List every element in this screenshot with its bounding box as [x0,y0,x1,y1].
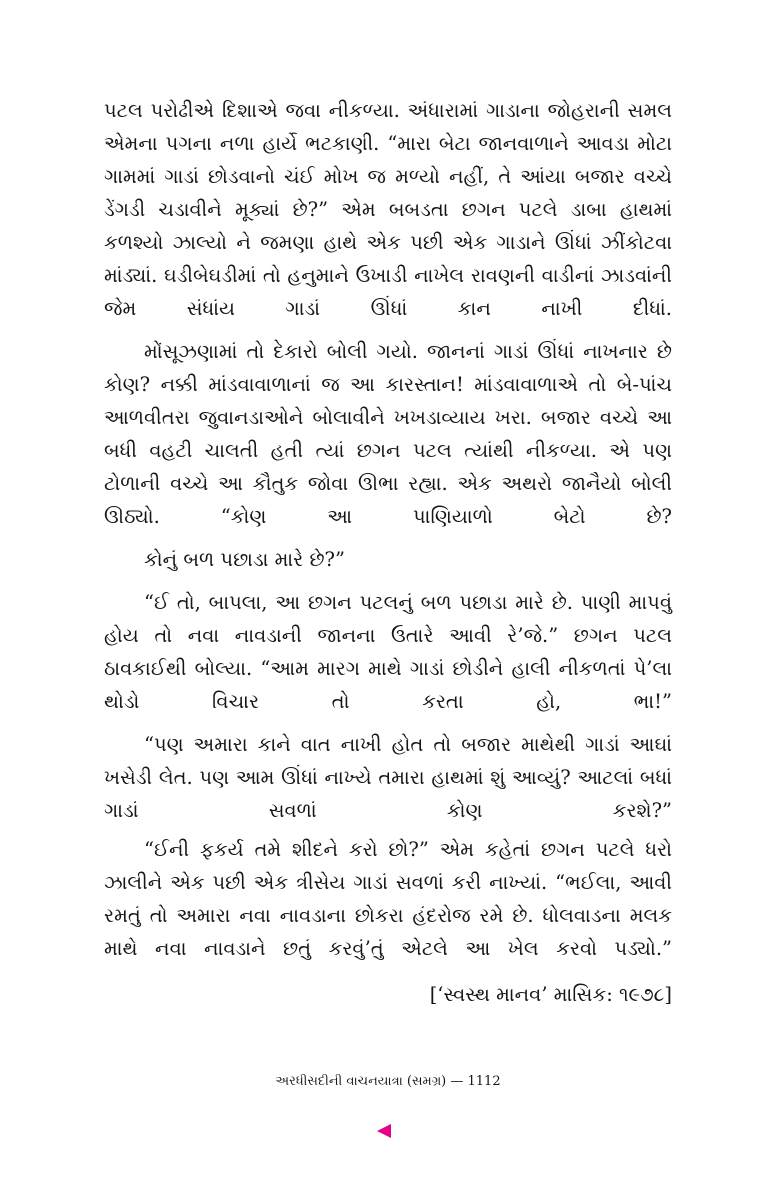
paragraph-1: પટલ પરોઢીએ દિશાએ જવા નીકળ્યા. અંધારામાં ગાડાના જોહરાની સમલ એમના પગના નળા હાર્યે ભટકાણી. “મારા બેટા જાનવાળાને આવડા મોટા ગામમાં ગાડાં છોડવાનો ચંઈ મોખ જ મળ્યો નહીં, તે આંયા બજાર વચ્ચે ડેંગડી ચડાવીને મૂક્યાં છે?” એમ બબડતા છગન પટલે ડાબા હાથમાં કળશ્યો ઝાલ્યો ને જમણા હાથે એક પછી એક ગાડાને ઊંધાં ઝીંકોટવા માંડ્યાં. ઘડીબેઘડીમાં તો હનુમાને ઉખાડી નાખેલ રાવણની વાડીનાં ઝાડવાંની જેમ સંધાંય ગાડાં ઊંધાં કાન નાખી દીધાં. [104,99,672,320]
paragraph-3: કોનું બળ પછાડા મારે છે?” [144,548,345,571]
previous-page-arrow-icon[interactable] [377,1124,391,1138]
paragraph-6: “ઈની ફકર્ય તમે શીદને કરો છો?” એમ કહેતાં છગન પટલે ધરો ઝાલીને એક પછી એક ત્રીસેય ગાડાં સવળાં કરી નાખ્યાં. “ભઈલા, આવી રમતું તો અમારા નવા નાવડાના છોકરા હંદરોજ રમે છે. ધોલવાડના મલક માથે નવા નાવડાને છતું કરવું’તું એટલે આ ખેલ કરવો પડ્યો.” [104,838,672,960]
paragraph-5: “પણ અમારા કાને વાત નાખી હોત તો બજાર માથેથી ગાડાં આઘાં ખસેડી લેત. પણ આમ ઊંધાં નાખ્યે તમારા હાથમાં શું આવ્યું? આટલાં બધાં ગાડાં સવળાં કોણ કરશે?” [104,733,672,822]
story-text [104,94,672,965]
page-footer: અરધીસદીની વાચનયાત્રા (સમગ્ર) — 1112 [275,1074,501,1089]
source-citation: [‘સ્વસ્થ માનવ’ માસિક: ૧૯૭૮] [429,983,672,1006]
paragraph-4: “ઈ તો, બાપલા, આ છગન પટલનું બળ પછાડા મારે છે. પાણી માપવું હોય તો નવા નાવડાની જાનના ઉતારે આવી રે’જે.” છગન પટલ ઠાવકાઈથી બોલ્યા. “આમ મારગ માથે ગાડાં છોડીને હાલી નીકળતાં પે’લા થોડો વિચાર તો કરતા હો, ભા!” [104,591,672,713]
paragraph-2: મોંસૂઝણામાં તો દેકારો બોલી ગયો. જાનનાં ગાડાં ઊંધાં નાખનાર છે કોણ? નક્કી માંડવાવાળાનાં જ આ કારસ્તાન! માંડવાવાળાએ તો બે-પાંચ આળવીતરા જુવાનડાઓને બોલાવીને ખખડાવ્યાય ખરા. બજાર વચ્ચે આ બધી વહટી ચાલતી હતી ત્યાં છગન પટલ ત્યાંથી નીકળ્યા. એ પણ ટોળાની વચ્ચે આ કૌતુક જોવા ઊભા રહ્યા. એક અથરો જાનૈયો બોલી ઊઠ્યો. “કોણ આ પાણિયાળો બેટો છે? [104,340,672,528]
